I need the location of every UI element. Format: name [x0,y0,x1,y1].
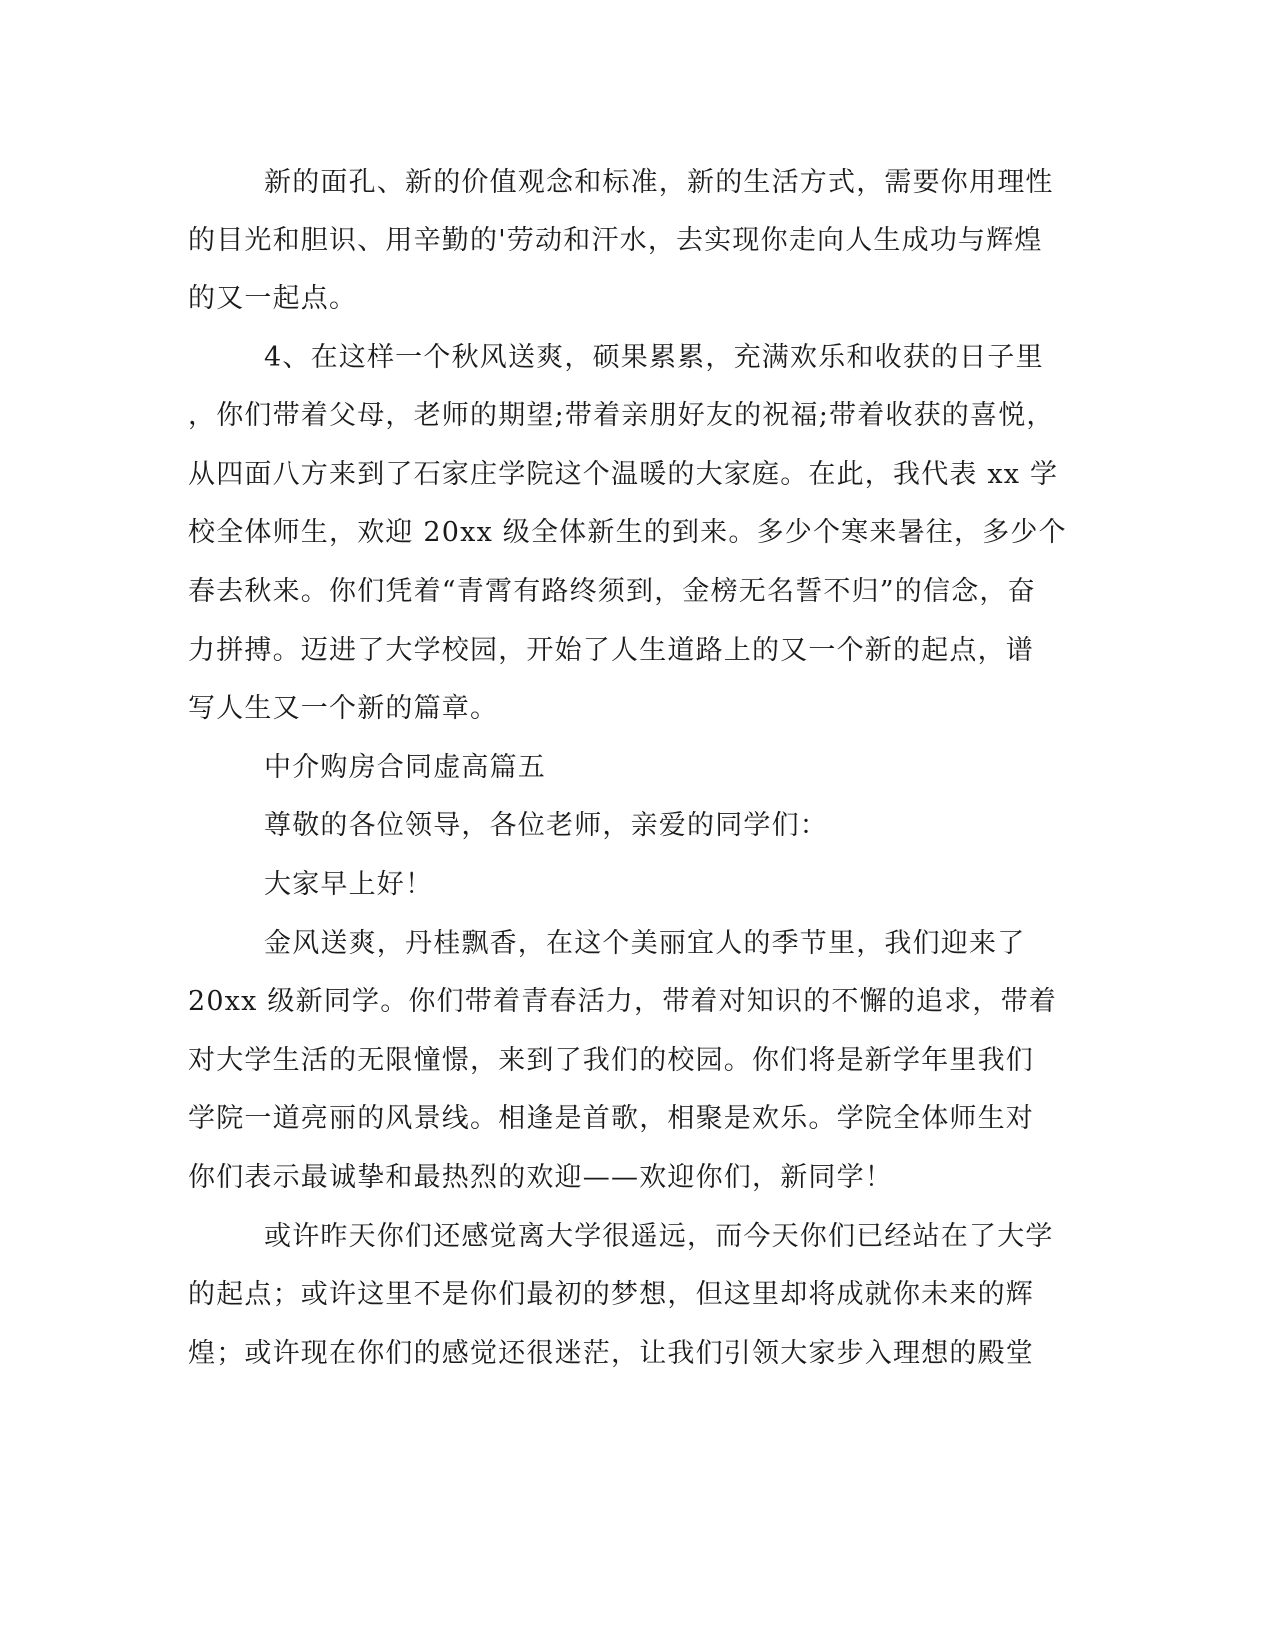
greeting: 大家早上好！ [264,869,434,900]
text-line: 校全体师生，欢迎 20xx 级全体新生的到来。多少个寒来暑往，多少个 [188,517,1067,548]
text-line: 从四面八方来到了石家庄学院这个温暖的大家庭。在此，我代表 xx 学 [188,459,1059,490]
text-line: ，你们带着父母，老师的期望;带着亲朋好友的祝福;带着收获的喜悦， [188,400,1055,431]
section-heading: 中介购房合同虚高篇五 [264,752,546,783]
text-line: 你们表示最诚挚和最热烈的欢迎——欢迎你们，新同学！ [188,1162,893,1193]
text-line: 力拼搏。迈进了大学校园，开始了人生道路上的又一个新的起点，谱 [188,635,1034,666]
text-line: 或许昨天你们还感觉离大学很遥远，而今天你们已经站在了大学 [264,1221,1054,1252]
text-line: 新的面孔、新的价值观念和标准，新的生活方式，需要你用理性 [264,167,1054,198]
text-line: 写人生又一个新的篇章。 [188,693,499,724]
salutation: 尊敬的各位领导，各位老师，亲爱的同学们： [264,810,828,841]
text-line: 金风送爽，丹桂飘香，在这个美丽宜人的季节里，我们迎来了 [264,928,1026,959]
text-line: 20xx 级新同学。你们带着青春活力，带着对知识的不懈的追求，带着 [188,986,1057,1017]
text-line: 学院一道亮丽的风景线。相逢是首歌，相聚是欢乐。学院全体师生对 [188,1103,1034,1134]
text-line: 对大学生活的无限憧憬，来到了我们的校园。你们将是新学年里我们 [188,1045,1034,1076]
text-line: 4、在这样一个秋风送爽，硕果累累，充满欢乐和收获的日子里 [264,342,1044,373]
text-line: 的起点；或许这里不是你们最初的梦想，但这里却将成就你未来的辉 [188,1279,1034,1310]
text-line: 的又一起点。 [188,283,358,314]
text-line: 的目光和胆识、用辛勤的'劳动和汗水，去实现你走向人生成功与辉煌 [188,225,1043,256]
text-line: 春去秋来。你们凭着“青霄有路终须到，金榜无名誓不归”的信念，奋 [188,576,1036,607]
text-line: 煌；或许现在你们的感觉还很迷茫，让我们引领大家步入理想的殿堂 [188,1338,1034,1369]
